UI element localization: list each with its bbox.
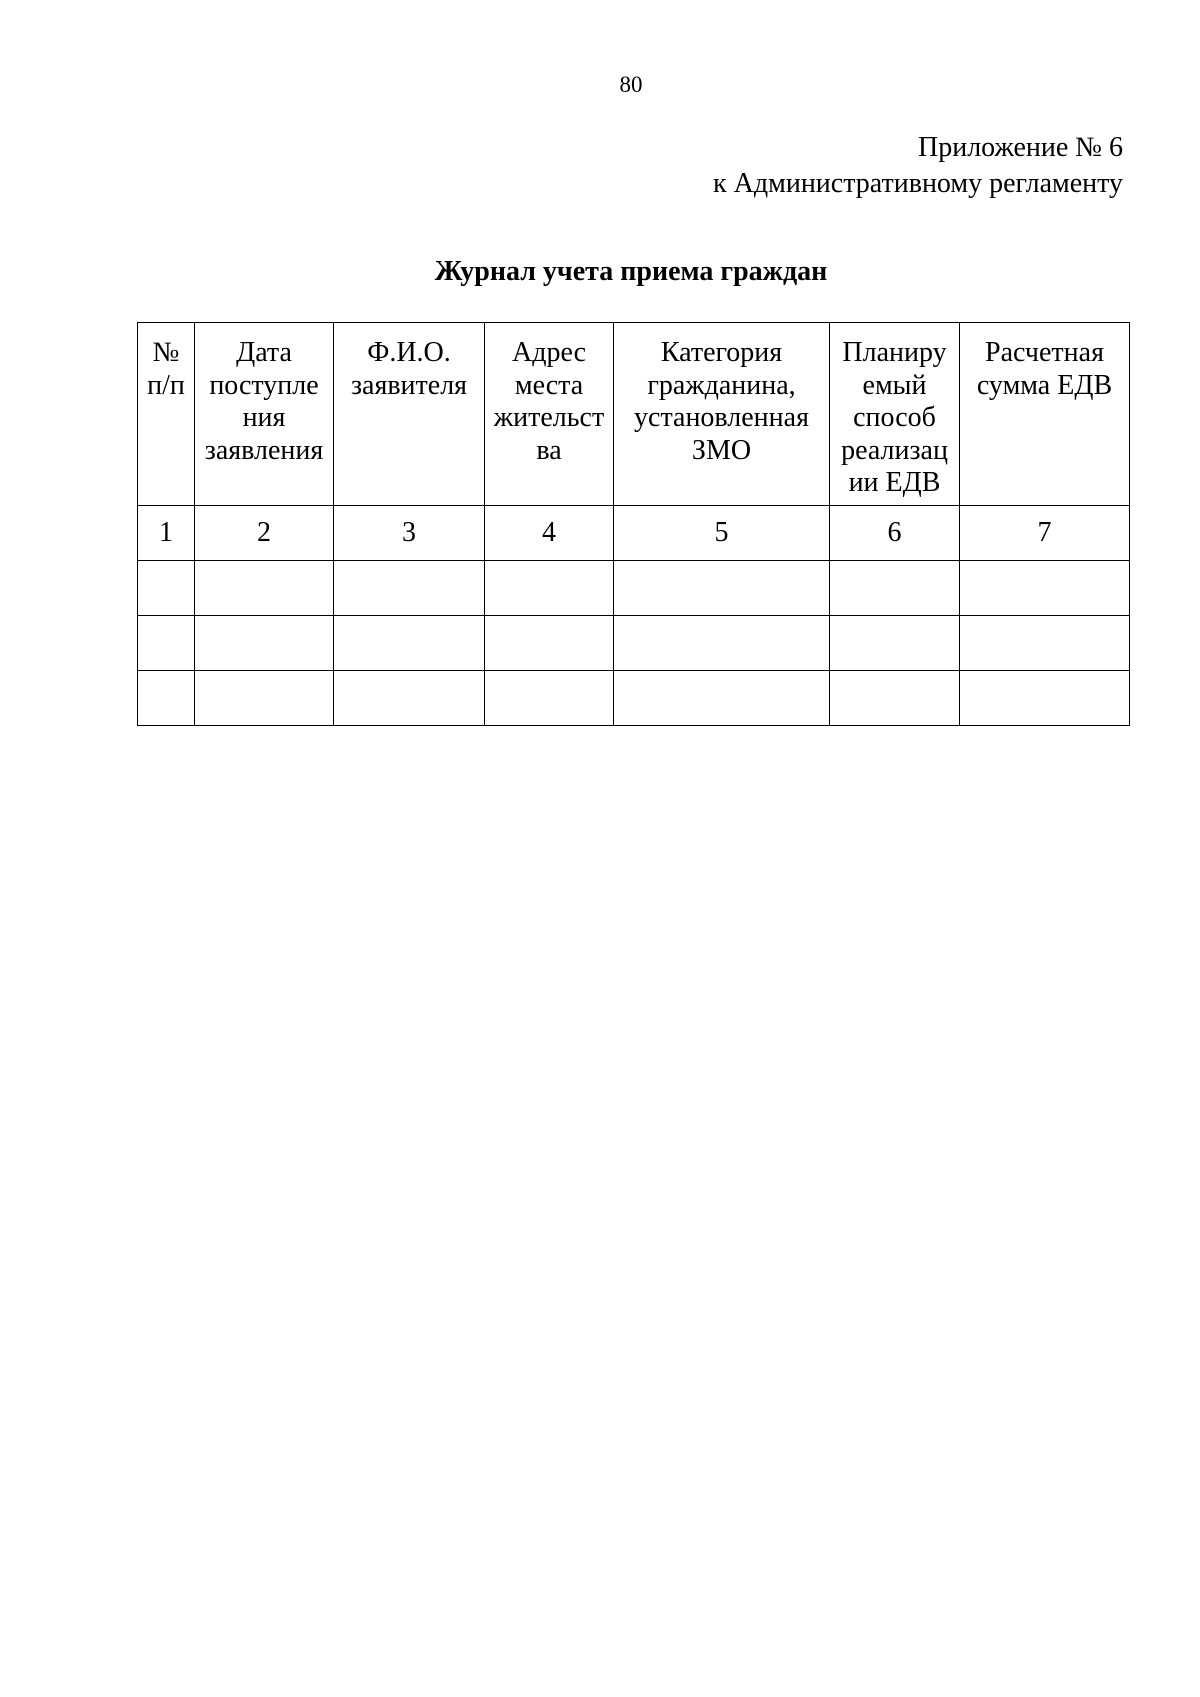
- column-header-line: Категория: [660, 337, 783, 368]
- column-header-line: жительст: [493, 402, 605, 433]
- page-number: 80: [619, 72, 643, 97]
- column-header-line: ва: [536, 434, 562, 466]
- column-header-line: способ: [853, 402, 936, 433]
- empty-cell: [485, 561, 614, 616]
- column-header-line: заявления: [204, 434, 324, 466]
- empty-cell: [960, 671, 1130, 726]
- column-header-6: [830, 323, 960, 506]
- column-header-line: Планиру: [842, 337, 947, 368]
- column-header-line: Адрес: [511, 337, 587, 368]
- empty-cell: [138, 671, 195, 726]
- empty-cell: [960, 561, 1130, 616]
- appendix-line-2: к Административному регламенту: [713, 168, 1123, 199]
- empty-cell: [485, 671, 614, 726]
- column-header-line: Ф.И.О.: [367, 337, 451, 368]
- empty-cell: [195, 616, 334, 671]
- empty-cell: [334, 671, 485, 726]
- empty-cell: [334, 561, 485, 616]
- column-header-line: установленная: [634, 402, 809, 433]
- column-header-line: п/п: [147, 369, 185, 401]
- column-header-line: Дата: [236, 337, 292, 368]
- empty-cell: [334, 616, 485, 671]
- empty-cell: [614, 616, 830, 671]
- empty-cell: [138, 561, 195, 616]
- column-number-row: [138, 506, 1130, 561]
- column-number-cell: 1: [138, 506, 195, 561]
- column-header-3: [334, 323, 485, 506]
- empty-cell: [960, 616, 1130, 671]
- empty-cell: [614, 561, 830, 616]
- column-header-line: ии ЕДВ: [848, 467, 941, 498]
- column-header-line: Расчетная: [985, 337, 1104, 368]
- table-row: [138, 671, 1130, 726]
- empty-cell: [195, 561, 334, 616]
- column-header-1: [138, 323, 195, 506]
- column-number-cell: 7: [960, 506, 1130, 561]
- table-row: [138, 616, 1130, 671]
- column-header-line: ния: [242, 402, 286, 433]
- document-title: Журнал учета приема граждан: [434, 256, 828, 287]
- empty-cell: [138, 616, 195, 671]
- table-row: [138, 561, 1130, 616]
- empty-cell: [830, 671, 960, 726]
- column-header-2: [195, 323, 334, 506]
- column-number-cell: 2: [195, 506, 334, 561]
- column-header-line: места: [514, 369, 584, 401]
- empty-cell: [830, 561, 960, 616]
- empty-cell: [830, 616, 960, 671]
- journal-table: [137, 322, 1130, 726]
- column-header-line: заявителя: [350, 369, 468, 401]
- column-number-cell: 6: [830, 506, 960, 561]
- column-header-line: поступле: [209, 369, 319, 401]
- column-header-line: реализац: [841, 434, 948, 466]
- column-header-line: ЗМО: [691, 434, 752, 466]
- header-row: [138, 323, 1130, 506]
- empty-cell: [614, 671, 830, 726]
- column-number-cell: 4: [485, 506, 614, 561]
- column-number-cell: 5: [614, 506, 830, 561]
- empty-cell: [195, 671, 334, 726]
- column-header-line: сумма ЕДВ: [976, 369, 1113, 401]
- appendix-line-1: Приложение № 6: [918, 132, 1123, 163]
- column-number-cell: 3: [334, 506, 485, 561]
- column-header-4: [485, 323, 614, 506]
- column-header-5: [614, 323, 830, 506]
- empty-cell: [485, 616, 614, 671]
- column-header-7: [960, 323, 1130, 506]
- column-header-line: №: [152, 337, 180, 368]
- column-header-line: емый: [862, 369, 927, 401]
- column-header-line: гражданина,: [647, 369, 796, 401]
- appendix-reference: [713, 130, 1123, 202]
